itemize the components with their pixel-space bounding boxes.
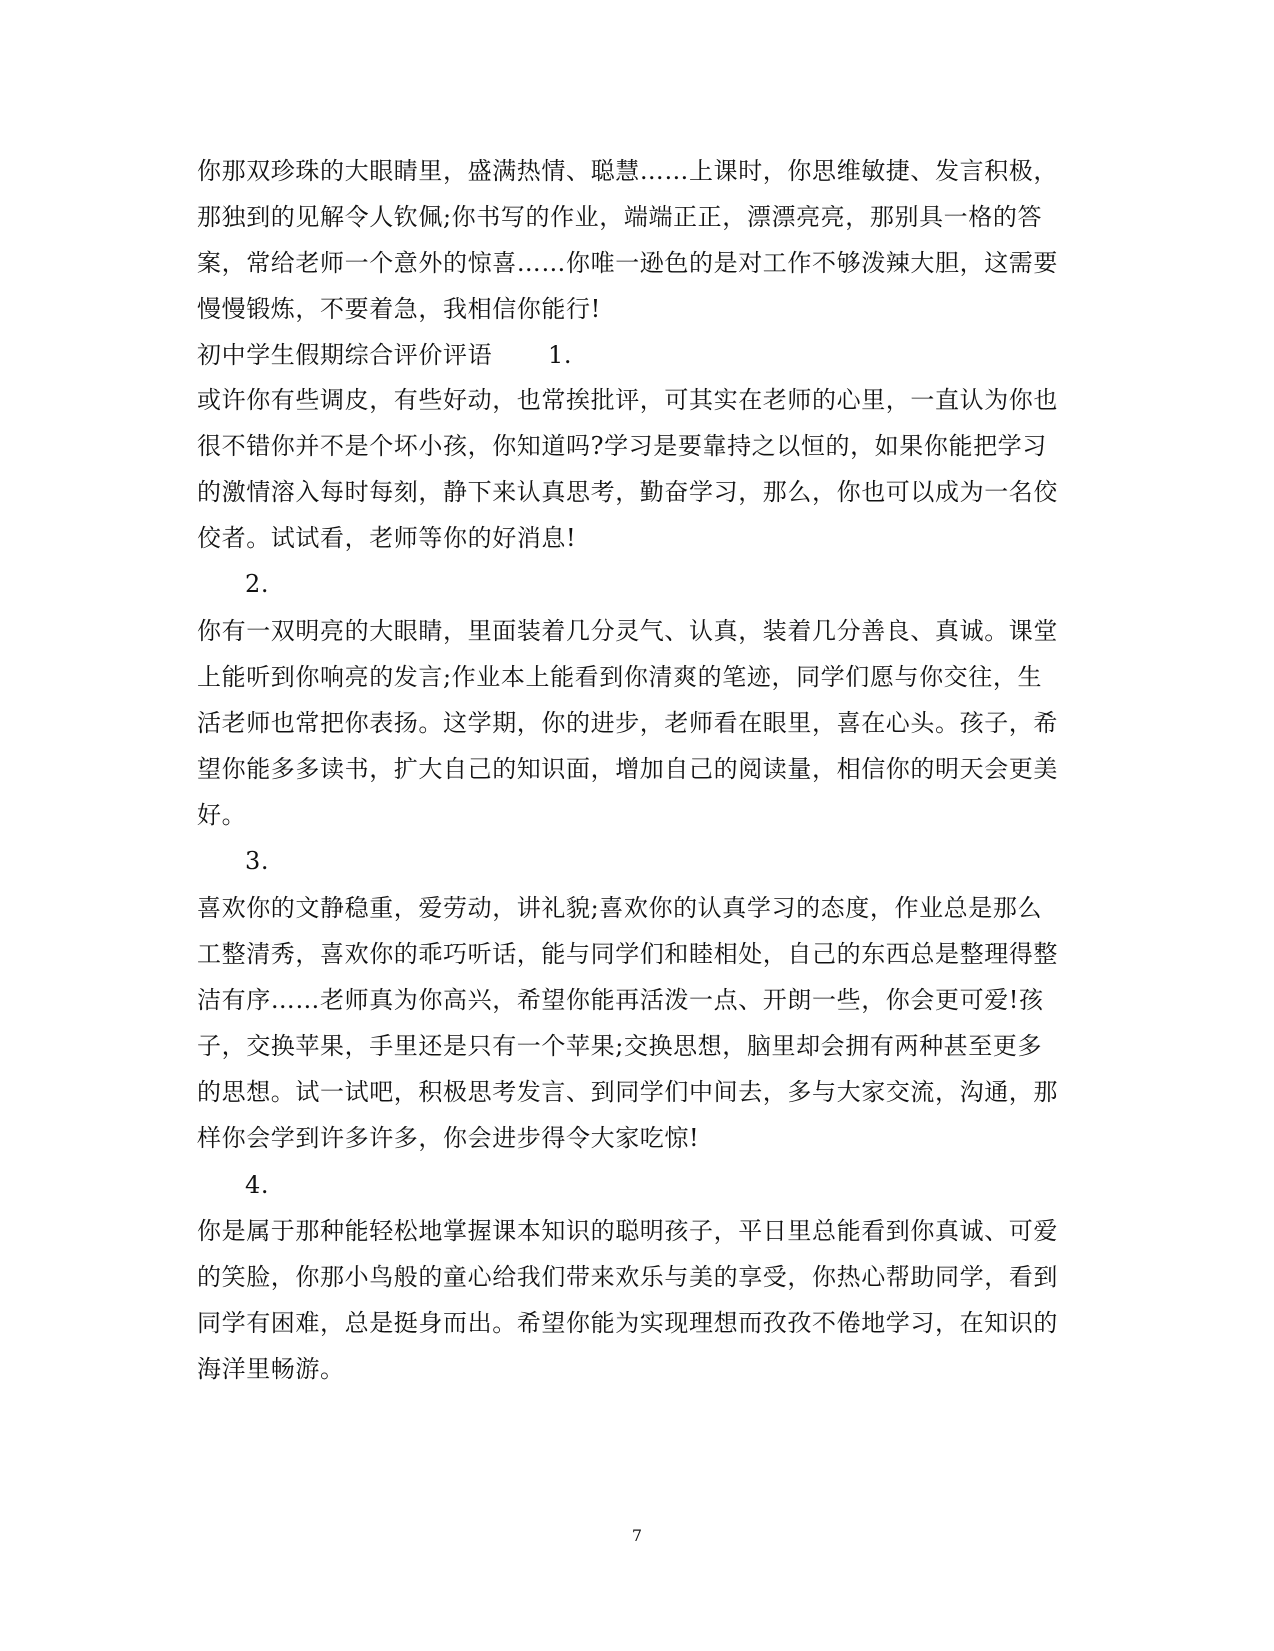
text-line: 佼者。试试看，老师等你的好消息! — [197, 524, 577, 552]
text-line: 望你能多多读书，扩大自己的知识面，增加自己的阅读量，相信你的明天会更美 — [197, 755, 1058, 783]
text-line: 慢慢锻炼，不要着急，我相信你能行! — [197, 295, 601, 323]
text-line: 子，交换苹果，手里还是只有一个苹果;交换思想，脑里却会拥有两种甚至更多 — [197, 1032, 1043, 1060]
text-line: 同学有困难，总是挺身而出。希望你能为实现理想而孜孜不倦地学习，在知识的 — [197, 1309, 1058, 1337]
page-number: 7 — [631, 1526, 643, 1545]
text-line: 的激情溶入每时每刻，静下来认真思考，勤奋学习，那么，你也可以成为一名佼 — [197, 478, 1058, 506]
text-line: 你是属于那种能轻松地掌握课本知识的聪明孩子，平日里总能看到你真诚、可爱 — [197, 1217, 1058, 1245]
item-number: 1. — [548, 341, 573, 369]
text-line: 那独到的见解令人钦佩;你书写的作业，端端正正，漂漂亮亮，那别具一格的答 — [197, 203, 1043, 231]
text-line: 喜欢你的文静稳重，爱劳动，讲礼貌;喜欢你的认真学习的态度，作业总是那么 — [197, 894, 1043, 922]
text-line: 你那双珍珠的大眼睛里，盛满热情、聪慧……上课时，你思维敏捷、发言积极， — [197, 157, 1058, 185]
text-line: 海洋里畅游。 — [197, 1355, 345, 1383]
text-line: 的思想。试一试吧，积极思考发言、到同学们中间去，多与大家交流，沟通，那 — [197, 1078, 1058, 1106]
text-line: 工整清秀，喜欢你的乖巧听话，能与同学们和睦相处，自己的东西总是整理得整 — [197, 940, 1058, 968]
text-line: 的笑脸，你那小鸟般的童心给我们带来欢乐与美的享受，你热心帮助同学，看到 — [197, 1263, 1058, 1291]
text-line: 很不错你并不是个坏小孩，你知道吗?学习是要靠持之以恒的，如果你能把学习 — [197, 432, 1047, 460]
text-line: 洁有序……老师真为你高兴，希望你能再活泼一点、开朗一些，你会更可爱!孩 — [197, 986, 1044, 1014]
text-line: 案，常给老师一个意外的惊喜……你唯一逊色的是对工作不够泼辣大胆，这需要 — [197, 249, 1058, 277]
section-heading — [197, 340, 492, 370]
text-line: 好。 — [197, 801, 247, 829]
text-line: 你有一双明亮的大眼睛，里面装着几分灵气、认真，装着几分善良、真诚。课堂 — [197, 617, 1058, 645]
item-number: 2. — [245, 570, 270, 598]
text-line: 样你会学到许多许多，你会进步得令大家吃惊! — [197, 1124, 700, 1152]
item-number: 3. — [245, 847, 270, 875]
text-line: 或许你有些调皮，有些好动，也常挨批评，可其实在老师的心里，一直认为你也 — [197, 386, 1058, 414]
section-heading-title: 初中学生假期综合评价评语 — [197, 341, 493, 369]
text-line: 上能听到你响亮的发言;作业本上能看到你清爽的笔迹，同学们愿与你交往，生 — [197, 663, 1043, 691]
text-line: 活老师也常把你表扬。这学期，你的进步，老师看在眼里，喜在心头。孩子，希 — [197, 709, 1058, 737]
item-number: 4. — [245, 1171, 270, 1199]
